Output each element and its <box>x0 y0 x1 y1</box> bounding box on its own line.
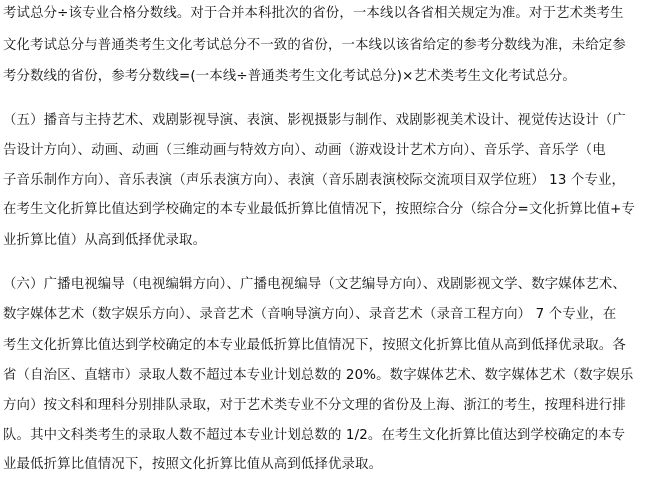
para-6-line-5: 方向）按文科和理科分别排队录取，对于艺术类专业不分文理的省份及上海、浙江的考生，按理科进行排 <box>3 398 626 413</box>
para-5-line-4: 在考生文化折算比值达到学校确定的本专业最低折算比值情况下，按照综合分（综合分=文化折算比值+专 <box>3 202 636 217</box>
para-6-line-3: 考生文化折算比值达到学校确定的本专业最低折算比值情况下，按照文化折算比值从高到低择优录取。各 <box>3 338 626 353</box>
para-6-line-1: （六）广播电视编导（电视编辑方向）、广播电视编导（文艺编导方向）、戏剧影视文学、数字媒体艺术、 <box>3 277 627 292</box>
para-6-line-2: 数字媒体艺术（数字娱乐方向）、录音艺术（音响导演方向）、录音艺术（录音工程方向） 7 个专业，在 <box>3 307 617 322</box>
para-6-line-4: 省（自治区、直辖市）录取人数不超过本专业计划总数的 20%。数字媒体艺术、数字媒体艺术（数字娱乐 <box>3 368 634 383</box>
para-5-line-2: 告设计方向）、动画、动画（三维动画与特效方向）、动画（游戏设计艺术方向）、音乐学、音乐学（电 <box>3 143 606 158</box>
para-1-line-1: 考试总分÷该专业合格分数线。对于合并本科批次的省份，一本线以各省相关规定为准。对于艺术类考生 <box>3 6 624 21</box>
para-6-line-7: 业最低折算比值情况下，按照文化折算比值从高到低择优录取。 <box>3 457 383 472</box>
para-5-line-1: （五）播音与主持艺术、戏剧影视导演、表演、影视摄影与制作、戏剧影视美术设计、视觉传达设计（广 <box>3 113 626 128</box>
para-6-line-6: 队。其中文科类考生的录取人数不超过本专业计划总数的 1/2。在考生文化折算比值达到学校确定的本专 <box>3 428 626 443</box>
para-1-line-2: 文化考试总分与普通类考生文化考试总分不一致的省份，一本线以该省给定的参考分数线为准，未给定参 <box>3 38 626 53</box>
para-5-line-5: 业折算比值）从高到低择优录取。 <box>3 233 207 248</box>
para-1-line-3: 考分数线的省份，参考分数线=(一本线÷普通类考生文化考试总分)×艺术类考生文化考试总分。 <box>3 69 576 84</box>
para-5-line-3: 子音乐制作方向）、音乐表演（声乐表演方向）、表演（音乐剧表演校际交流项目双学位班） 13 个专业， <box>3 173 626 188</box>
